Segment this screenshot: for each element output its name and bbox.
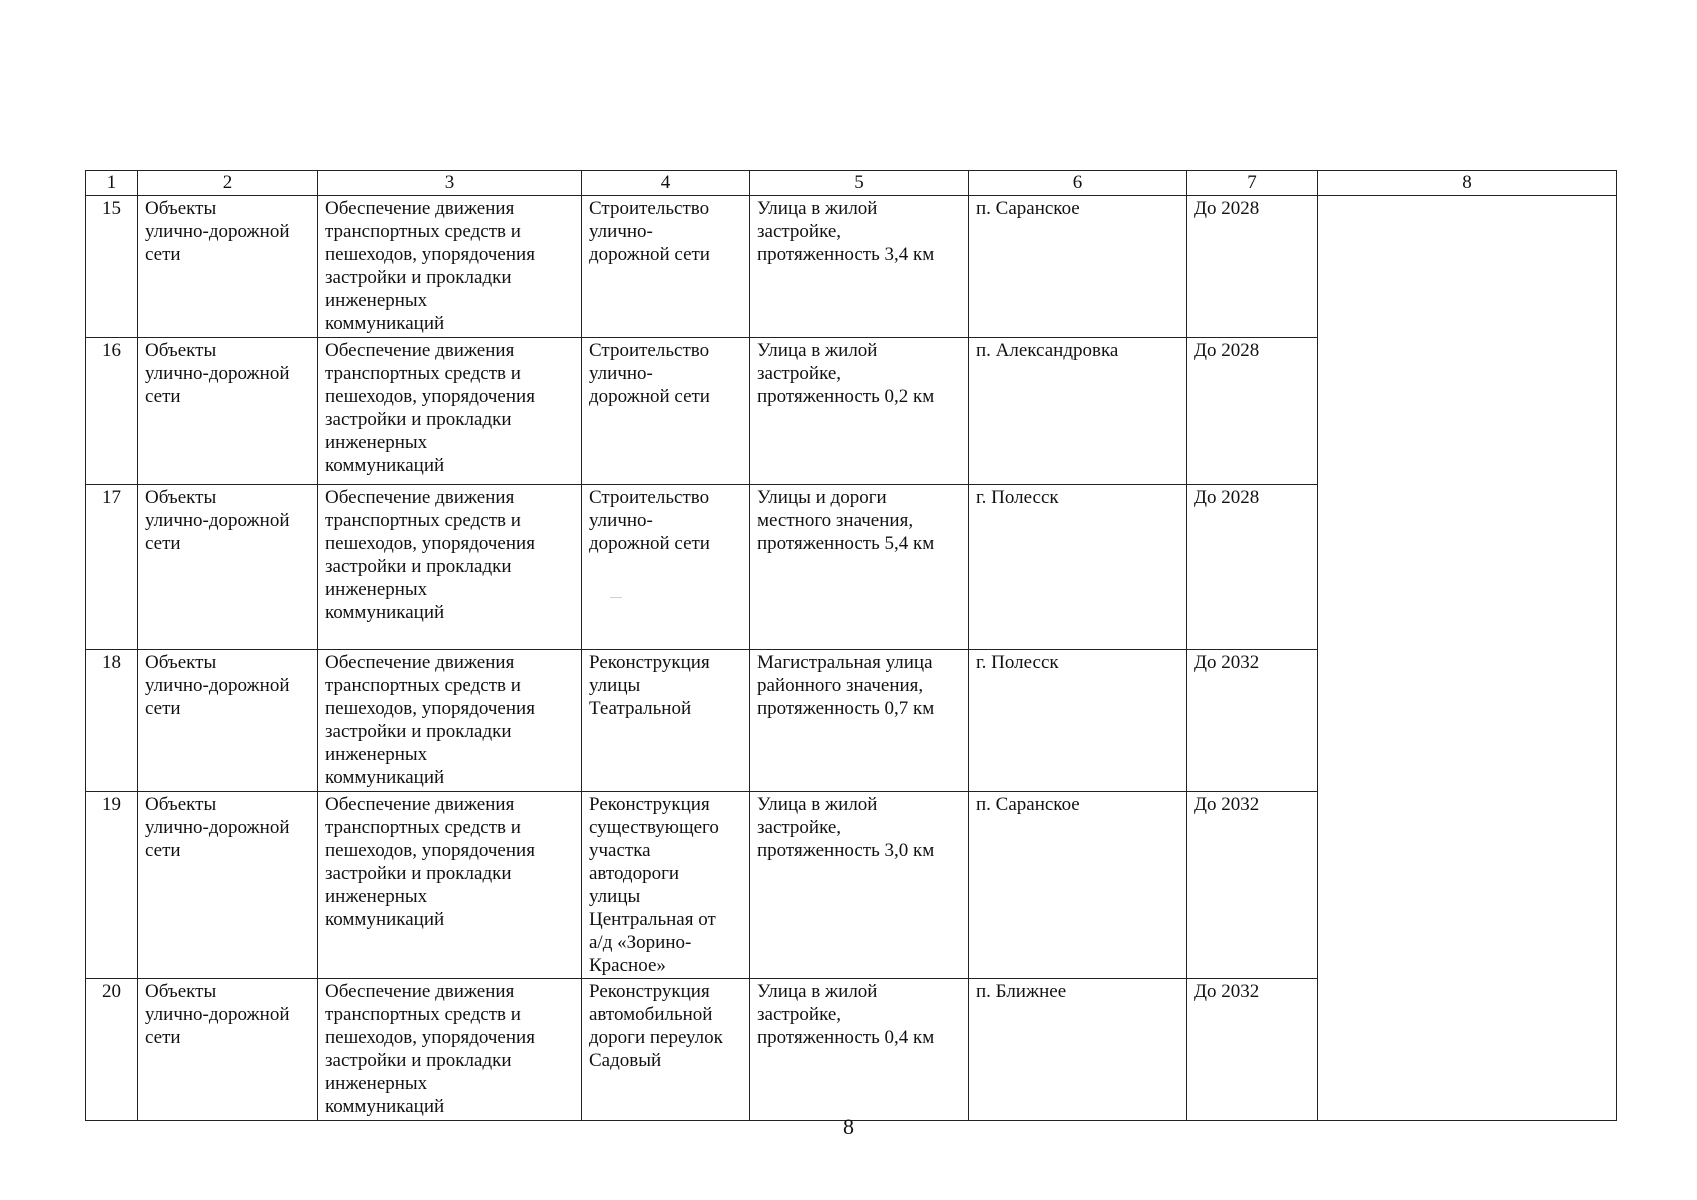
object-location: п. Саранское: [969, 792, 1187, 979]
object-location: г. Полесск: [969, 485, 1187, 650]
object-location: п. Саранское: [969, 196, 1187, 338]
object-description: Улица в жилой застройке, протяженность 3,0 км: [750, 792, 969, 979]
object-description: Улица в жилой застройке, протяженность 0,4 км: [750, 979, 969, 1121]
object-purpose: Обеспечение движения транспортных средств и пешеходов, упорядочения застройки и прокладки инженерных коммуникаций: [318, 650, 582, 792]
object-purpose: Обеспечение движения транспортных средств и пешеходов, упорядочения застройки и прокладки инженерных коммуникаций: [318, 485, 582, 650]
object-category: Объекты улично-дорожной сети: [138, 792, 318, 979]
column-header: 6: [969, 171, 1187, 196]
page-number: 8: [843, 1114, 854, 1139]
deadline: До 2032: [1187, 792, 1318, 979]
column-header: 5: [750, 171, 969, 196]
deadline: До 2028: [1187, 338, 1318, 485]
object-category: Объекты улично-дорожной сети: [138, 485, 318, 650]
deadline: До 2028: [1187, 196, 1318, 338]
planned-action: Реконструкция улицы Театральной: [582, 650, 750, 792]
table-row: [86, 196, 1617, 338]
object-purpose: Обеспечение движения транспортных средств и пешеходов, упорядочения застройки и прокладки инженерных коммуникаций: [318, 979, 582, 1121]
column-header: 7: [1187, 171, 1318, 196]
planning-table: [85, 170, 1617, 1121]
object-location: п. Ближнее: [969, 979, 1187, 1121]
planned-action: Строительство улично- дорожной сети: [582, 196, 750, 338]
deadline: До 2032: [1187, 979, 1318, 1121]
deadline: До 2032: [1187, 650, 1318, 792]
column-header: 1: [86, 171, 138, 196]
scan-artifact: [610, 597, 622, 598]
object-purpose: Обеспечение движения транспортных средств и пешеходов, упорядочения застройки и прокладки инженерных коммуникаций: [318, 196, 582, 338]
object-category: Объекты улично-дорожной сети: [138, 979, 318, 1121]
planned-action: Строительство улично- дорожной сети: [582, 485, 750, 650]
column-header: 3: [318, 171, 582, 196]
planned-action: Реконструкция автомобильной дороги переулок Садовый: [582, 979, 750, 1121]
column-number-row: [86, 171, 1617, 196]
deadline: До 2028: [1187, 485, 1318, 650]
row-number: 17: [86, 485, 138, 650]
row-number: 16: [86, 338, 138, 485]
object-purpose: Обеспечение движения транспортных средств и пешеходов, упорядочения застройки и прокладки инженерных коммуникаций: [318, 338, 582, 485]
object-category: Объекты улично-дорожной сети: [138, 196, 318, 338]
object-description: Улица в жилой застройке, протяженность 3,4 км: [750, 196, 969, 338]
planned-action: Строительство улично- дорожной сети: [582, 338, 750, 485]
object-category: Объекты улично-дорожной сети: [138, 650, 318, 792]
row-number: 20: [86, 979, 138, 1121]
row-number: 18: [86, 650, 138, 792]
object-location: г. Полесск: [969, 650, 1187, 792]
object-purpose: Обеспечение движения транспортных средств и пешеходов, упорядочения застройки и прокладки инженерных коммуникаций: [318, 792, 582, 979]
row-number: 19: [86, 792, 138, 979]
column-8-empty-cell: [1318, 196, 1617, 1121]
object-location: п. Александровка: [969, 338, 1187, 485]
planned-action: Реконструкция существующего участка автодороги улицы Центральная от а/д «Зорино- Красное»: [582, 792, 750, 979]
column-header: 4: [582, 171, 750, 196]
object-description: Улицы и дороги местного значения, протяженность 5,4 км: [750, 485, 969, 650]
row-number: 15: [86, 196, 138, 338]
object-description: Улица в жилой застройке, протяженность 0,2 км: [750, 338, 969, 485]
object-category: Объекты улично-дорожной сети: [138, 338, 318, 485]
object-description: Магистральная улица районного значения, протяженность 0,7 км: [750, 650, 969, 792]
column-header: 8: [1318, 171, 1617, 196]
column-header: 2: [138, 171, 318, 196]
